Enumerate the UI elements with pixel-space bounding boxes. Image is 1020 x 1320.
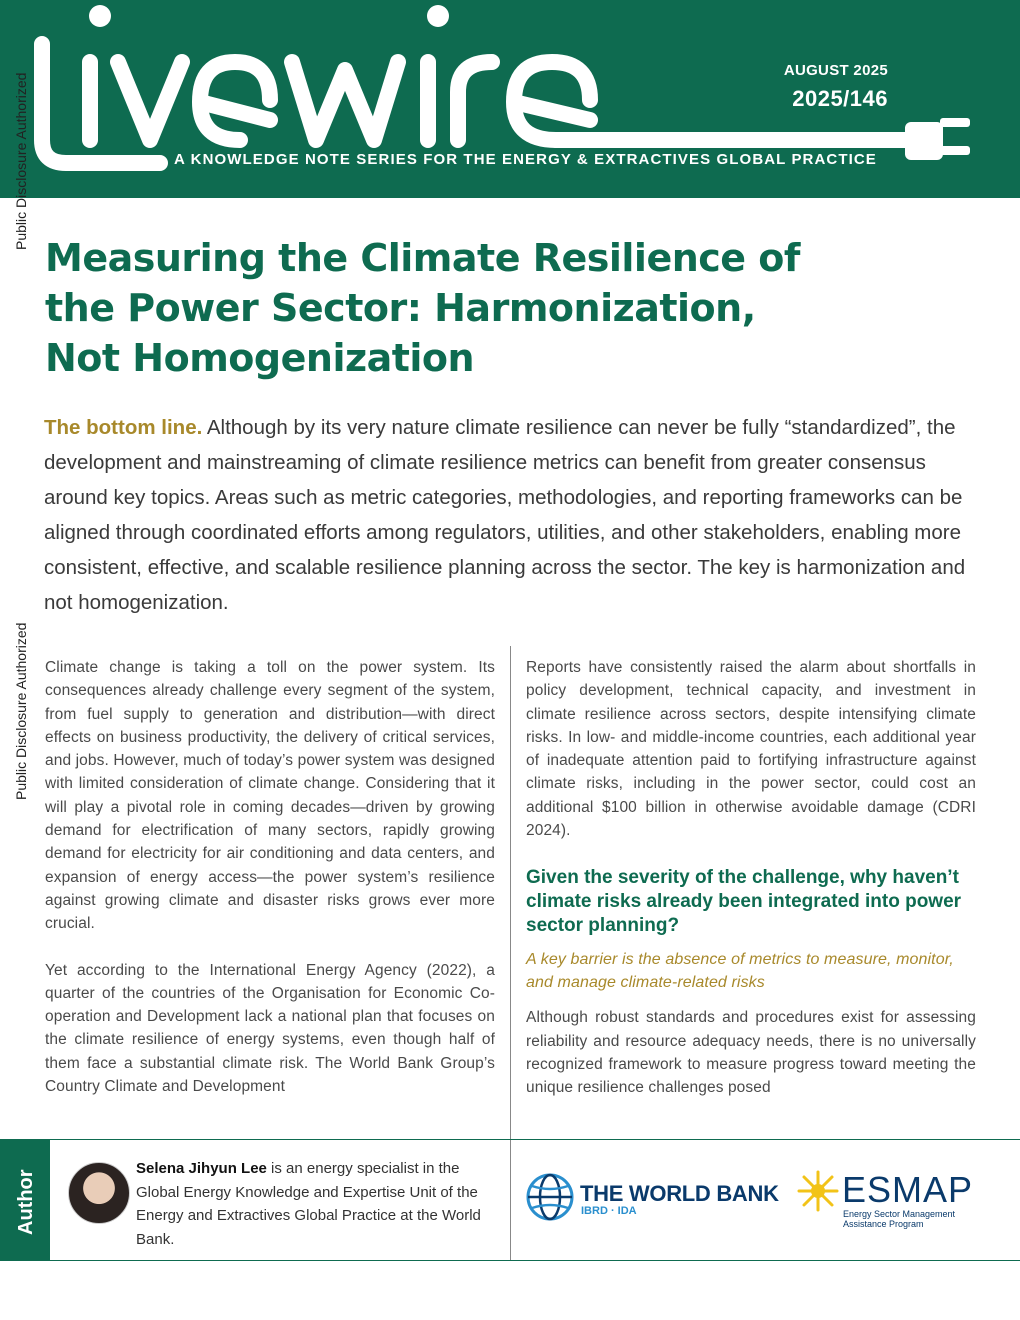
title-line-3: Not Homogenization [45,336,475,380]
body-paragraph: Reports have consistently raised the alarm about shortfalls in policy development, technical capacity, and investment in climate resilience across sectors, despite intensifying climate risks. In low- and middle-income countries, each additional year of inadequate attention paid to fortifying infrastructure against climate risks, including in the power sector, could cost an additional $100 billion in otherwise avoidable damage (CDRI 2024). [526,659,976,840]
author-description: is an energy specialist in the Global Energy Knowledge and Expertise Unit of the Energy and Extractives Global Practice at the World Bank. [136,1160,481,1248]
section-kicker: A key barrier is the absence of metrics to measure, monitor, and manage climate-related risks [526,951,954,992]
world-bank-subtitle: IBRD · IDA [581,1205,637,1217]
disclosure-stamp-top: Public Disclosure Authorized [13,72,29,250]
world-bank-wordmark: THE WORLD BANK [580,1181,779,1206]
issue-date: AUGUST 2025 [783,62,888,79]
author-name: Selena Jihyun Lee [136,1160,267,1177]
body-column-right [526,656,976,1100]
bottom-line-summary [44,410,979,620]
title-line-1: Measuring the Climate Resilience of [45,236,800,280]
body-paragraph: Climate change is taking a toll on the power system. Its consequences already challenge every segment of the system, from fuel supply to generation and distribution—with direct effects on business productivity, the delivery of critical services, and jobs. However, much of today’s power system was designed with limited consideration of climate change. Considering that it will play a pivotal role in coming decades—driven by growing demand for electrification of many sectors, rapidly growing demand for electricity for air conditioning and data centers, and expansion of energy access—the power system’s resilience against growing climate and disaster risks grows ever more crucial. [45,659,495,933]
footer-rule-top [0,1139,1020,1140]
footer-rule-bottom [0,1260,1020,1261]
esmap-subtitle: Energy Sector Management Assistance Program [843,1209,956,1229]
world-bank-globe-icon [525,1172,575,1222]
section-heading: Given the severity of the challenge, why haven’t climate risks already been integrated into power sector planning? [526,867,962,937]
title-line-2: the Power Sector: Harmonization, [45,286,756,330]
disclosure-stamp-bottom: Public Disclosure Authorized [13,622,29,800]
series-tagline: A KNOWLEDGE NOTE SERIES FOR THE ENERGY & EXTRACTIVES GLOBAL PRACTICE [174,151,877,168]
issue-number: 2025/146 [792,86,888,111]
author-avatar [68,1162,130,1224]
body-paragraph: Although robust standards and procedures exist for assessing reliability and resource adequacy needs, there is no universally recognized framework to measure progress toward meeting the unique resilience challenges posed [526,1009,976,1097]
esmap-sun-icon [797,1170,839,1212]
author-tab-label: Author [15,1169,37,1235]
body-column-left [45,656,495,1098]
body-paragraph: Yet according to the International Energy Agency (2022), a quarter of the countries of the Organisation for Economic Co-operation and Development lack a national plan that focuses on the climate resilience of energy systems, even though half of them face a substantial climate risk. The World Bank Group’s Country Climate and Development [45,961,495,1096]
bottom-line-lead: The bottom line. [44,416,203,439]
page-title [45,233,805,383]
author-bio [136,1157,496,1251]
author-tab [0,1139,50,1261]
bottom-line-text: Although by its very nature climate resilience can never be fully “standardized”, the development and mainstreaming of climate resilience metrics can benefit from greater consensus around key topics. Areas such as metric categories, methodologies, and reporting frameworks can be aligned through coordinated efforts among regulators, utilities, and other stakeholders, enabling more consistent, effective, and scalable resilience planning across the sector. The key is harmonization and not homogenization. [44,416,966,614]
column-divider [510,646,511,1260]
masthead [0,0,1020,198]
esmap-wordmark: ESMAP [842,1169,974,1210]
